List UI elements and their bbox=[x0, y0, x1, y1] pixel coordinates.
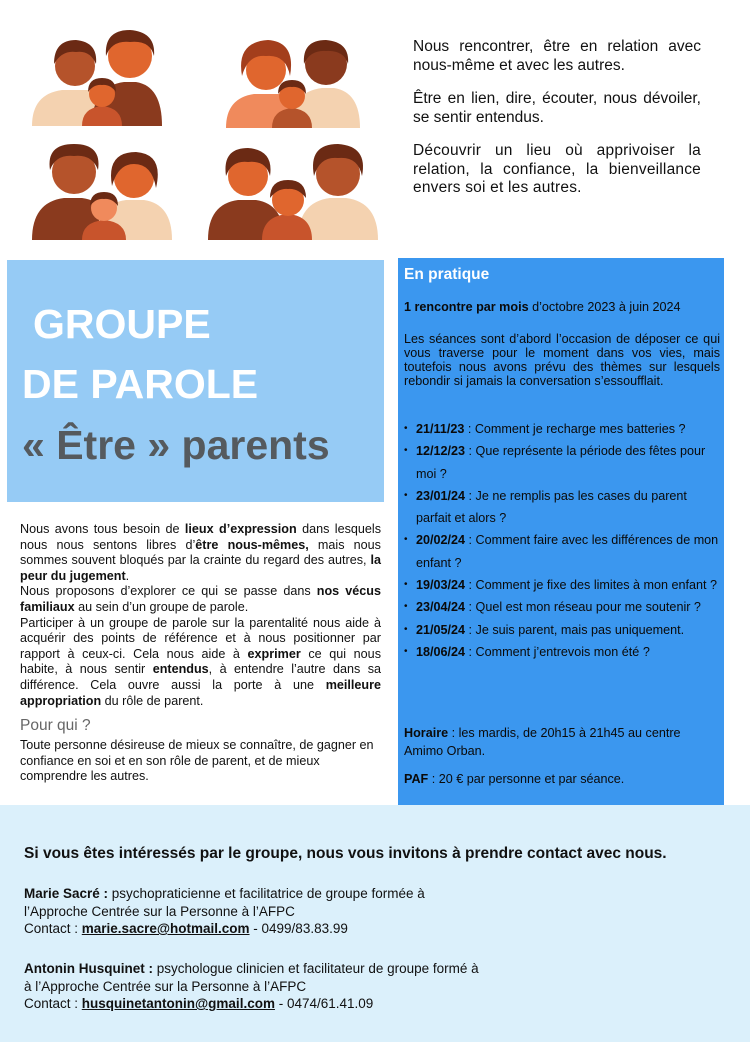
frequency-text bbox=[404, 300, 681, 314]
session-date: 12/12/23 bbox=[416, 444, 466, 459]
session-topic: : Comment je recharge mes batteries ? bbox=[464, 422, 686, 436]
phone-number: - 0474/61.41.09 bbox=[274, 996, 374, 1011]
session-item bbox=[404, 641, 722, 663]
text-run-bold: être nous-mêmes, bbox=[195, 537, 309, 552]
text-run-bold: meilleure appropriation bbox=[20, 677, 381, 708]
session-item bbox=[404, 596, 722, 618]
session-item bbox=[404, 418, 722, 440]
session-item bbox=[404, 619, 722, 641]
session-date: 18/06/24 bbox=[416, 644, 466, 659]
contact-section bbox=[0, 805, 750, 1042]
session-date: 21/11/23 bbox=[416, 422, 465, 436]
session-item bbox=[404, 529, 722, 574]
person-name: Marie Sacré : bbox=[24, 886, 109, 901]
text-run: . bbox=[125, 568, 130, 583]
contact-call-to-action: Si vous êtes intéressés par le groupe, nous vous invitons à prendre contact avec nous. bbox=[24, 845, 667, 862]
session-date: 23/01/24 bbox=[416, 488, 466, 503]
family-illustration-3 bbox=[32, 142, 172, 240]
session-topic: : Comment j’entrevois mon été ? bbox=[465, 644, 650, 659]
person-role: psychopraticienne et facilitatrice de groupe formée à bbox=[108, 886, 425, 901]
person-role: l’Approche Centrée sur la Personne à l’AFPC bbox=[24, 903, 295, 919]
session-topic: : Que représente la période des fêtes pour moi ? bbox=[416, 444, 706, 481]
family-illustration-1 bbox=[32, 28, 162, 126]
session-item bbox=[404, 485, 722, 530]
session-topic: : Comment faire avec les différences de mon enfant ? bbox=[416, 533, 719, 570]
session-date: 20/02/24 bbox=[416, 533, 466, 548]
page-title-line-3: « Être » parents bbox=[22, 422, 330, 468]
phone-number: - 0499/83.83.99 bbox=[249, 921, 348, 936]
contact-label: Contact : bbox=[24, 921, 82, 936]
pour-qui-text: Toute personne désireuse de mieux se connaître, de gagner en confiance en soi et en son rôle de parent, et de mieux comprendre les autres. bbox=[20, 738, 374, 784]
contact-person-2 bbox=[24, 960, 479, 1013]
intro-paragraph-1: Nous rencontrer, être en relation avec nous-même et avec les autres. bbox=[413, 38, 701, 74]
text-run: du rôle de parent. bbox=[101, 693, 204, 708]
session-topic: : Je suis parent, mais pas uniquement. bbox=[465, 622, 685, 637]
text-run: Nous avons tous besoin de bbox=[20, 522, 185, 536]
person-name: Antonin Husquinet : bbox=[24, 961, 153, 976]
session-item bbox=[404, 574, 722, 596]
page-title-line-1: GROUPE bbox=[33, 301, 211, 347]
email-link[interactable]: marie.sacre@hotmail.com bbox=[81, 921, 250, 936]
fee-label: PAF bbox=[404, 772, 429, 786]
practical-info-heading: En pratique bbox=[404, 266, 490, 283]
session-date: 21/05/24 bbox=[416, 622, 466, 637]
text-run-bold: entendus bbox=[152, 662, 209, 677]
contact-label: Contact : bbox=[24, 996, 82, 1011]
sessions-description: Les séances sont d’abord l’occasion de déposer ce qui vous traverse pour le moment dans vos vies, mais toutefois nous avons prévu des thèmes sur lesquels rebondir si jamais la conversation s’essoufflait. bbox=[404, 332, 720, 388]
session-topic: : Je ne remplis pas les cases du parent parfait et alors ? bbox=[416, 488, 687, 526]
text-run-bold: lieux d’expression bbox=[184, 522, 297, 536]
session-topic: : Quel est mon réseau pour me soutenir ? bbox=[465, 600, 701, 615]
pour-qui-heading: Pour qui ? bbox=[20, 717, 91, 734]
text-run: Nous proposons d’explorer ce qui se passe dans bbox=[20, 584, 317, 599]
email-link[interactable]: husquinetantonin@gmail.com bbox=[81, 996, 275, 1011]
sessions-list bbox=[404, 418, 722, 663]
text-run: au sein d’un groupe de parole. bbox=[74, 599, 249, 614]
practical-info-panel bbox=[398, 258, 724, 805]
text-run: mais nous sommes souvent bloqués par la crainte du regard des autres, bbox=[20, 537, 381, 568]
frequency-rest: d’octobre 2023 à juin 2024 bbox=[528, 300, 681, 314]
intro-text bbox=[413, 38, 701, 213]
family-illustration-4 bbox=[208, 142, 378, 240]
text-run-bold: nos vécus familiaux bbox=[20, 584, 381, 614]
intro-paragraph-3: Découvrir un lieu où apprivoiser la relation, la confiance, la bienveillance envers soi et les autres. bbox=[413, 142, 701, 196]
text-run-bold: exprimer bbox=[247, 646, 301, 661]
frequency-bold: 1 rencontre par mois bbox=[404, 300, 529, 314]
description-text bbox=[20, 522, 381, 709]
text-run: dans lesquels nous nous sentons libres d’ bbox=[20, 522, 382, 552]
session-date: 23/04/24 bbox=[416, 600, 466, 615]
schedule-label: Horaire bbox=[404, 726, 449, 740]
person-role: psychologue clinicien et facilitateur de groupe formé à bbox=[152, 961, 479, 976]
text-run-bold: la peur du jugement bbox=[20, 553, 381, 583]
schedule-text bbox=[404, 724, 704, 760]
session-date: 19/03/24 bbox=[416, 578, 466, 593]
fee-value: : 20 € par personne et par séance. bbox=[428, 772, 625, 786]
page-title-line-2: DE PAROLE bbox=[22, 361, 259, 407]
text-run: ce qui nous habite, à nous sentir bbox=[20, 646, 381, 677]
text-run: , à entendre l’autre dans sa différence. Cela ouvre aussi la porte à une bbox=[20, 662, 381, 692]
contact-person-1 bbox=[24, 885, 425, 938]
person-role: à l’Approche Centrée sur la Personne à l’AFPC bbox=[24, 978, 307, 994]
intro-paragraph-2: Être en lien, dire, écouter, nous dévoiler, se sentir entendus. bbox=[413, 90, 701, 126]
text-run: Participer à un groupe de parole sur la parentalité nous aide à acquérir des points de référence et à nous positionner par rapport à ceux-ci. Cela nous aide à bbox=[20, 615, 381, 661]
session-item bbox=[404, 440, 722, 485]
session-topic: : Comment je fixe des limites à mon enfant ? bbox=[465, 578, 718, 593]
family-illustration-2 bbox=[226, 36, 360, 128]
fee-text bbox=[404, 772, 624, 786]
schedule-value: : les mardis, de 20h15 à 21h45 au centre Amimo Orban. bbox=[404, 726, 681, 758]
